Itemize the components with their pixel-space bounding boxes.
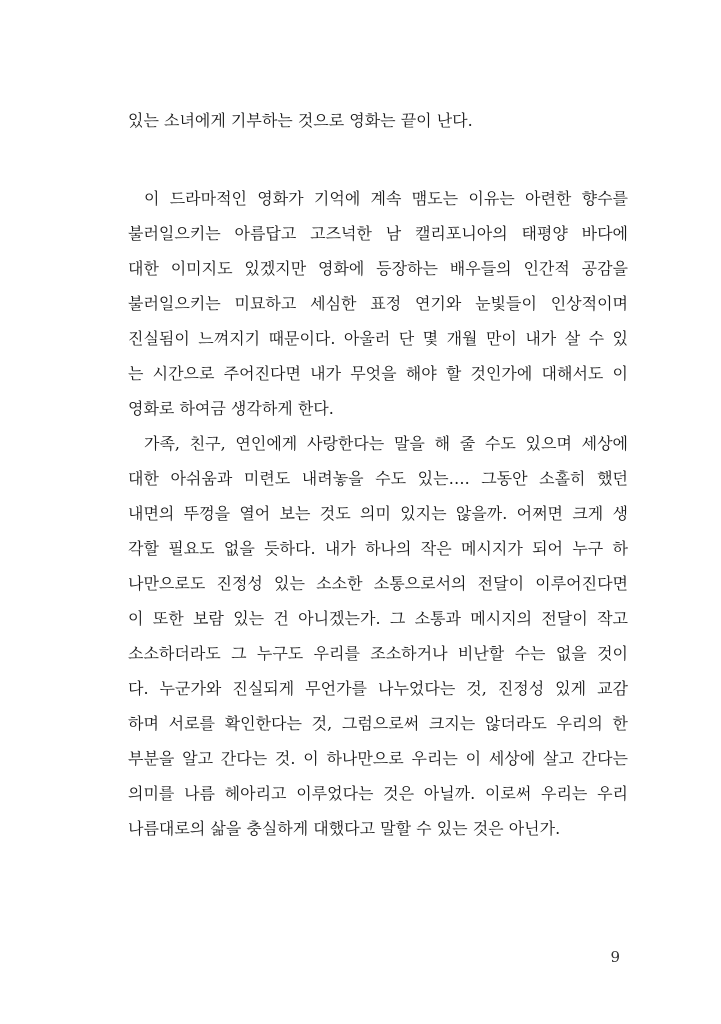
- text-line: 소소하더라도 그 누구도 우리를 조소하거나 비난할 수는 없을 것이: [128, 644, 628, 663]
- body-text: [128, 103, 628, 846]
- text-line: 나만으로도 진정성 있는 소소한 소통으로서의 전달이 이루어진다면: [128, 574, 628, 593]
- text-line: 가족, 친구, 연인에게 사랑한다는 말을 해 줄 수도 있으며 세상에: [144, 434, 628, 453]
- text-line: 내면의 뚜껑을 열어 보는 것도 의미 있지는 않을까. 어쩌면 크게 생: [128, 504, 628, 523]
- text-line: 다. 누군가와 진실되게 무언가를 나누었다는 것, 진정성 있게 교감: [128, 679, 628, 698]
- text-line: 영화로 하여금 생각하게 한다.: [128, 399, 334, 418]
- text-line: 있는 소녀에게 기부하는 것으로 영화는 끝이 난다.: [128, 111, 473, 130]
- text-line: 나름대로의 삶을 충실하게 대했다고 말할 수 있는 것은 아닌가.: [128, 819, 561, 838]
- text-line: 는 시간으로 주어진다면 내가 무엇을 해야 할 것인가에 대해서도 이: [128, 364, 628, 383]
- text-line: 각할 필요도 없을 듯하다. 내가 하나의 작은 메시지가 되어 누구 하: [128, 539, 628, 558]
- text-line: 하며 서로를 확인한다는 것, 그럼으로써 크지는 않더라도 우리의 한: [128, 714, 628, 733]
- page-number: 9: [610, 948, 620, 966]
- paragraph-gap: [128, 138, 628, 181]
- text-line: 불러일으키는 미묘하고 세심한 표정 연기와 눈빛들이 인상적이며: [128, 294, 628, 313]
- text-line: 대한 이미지도 있겠지만 영화에 등장하는 배우들의 인간적 공감을: [128, 259, 628, 278]
- text-line: 대한 아쉬움과 미련도 내려놓을 수도 있는…. 그동안 소홀히 했던: [128, 469, 628, 488]
- text-line: 이 드라마적인 영화가 기억에 계속 맴도는 이유는 아련한 향수를: [144, 189, 628, 208]
- text-line: 부분을 알고 간다는 것. 이 하나만으로 우리는 이 세상에 살고 간다는: [128, 749, 628, 768]
- text-line: 진실됨이 느껴지기 때문이다. 아울러 단 몇 개월 만이 내가 살 수 있: [128, 329, 628, 348]
- text-line: 의미를 나름 헤아리고 이루었다는 것은 아닐까. 이로써 우리는 우리: [128, 784, 628, 803]
- text-line: 불러일으키는 아름답고 고즈넉한 남 캘리포니아의 태평양 바다에: [128, 224, 628, 243]
- text-line: 이 또한 보람 있는 건 아니겠는가. 그 소통과 메시지의 전달이 작고: [128, 609, 628, 628]
